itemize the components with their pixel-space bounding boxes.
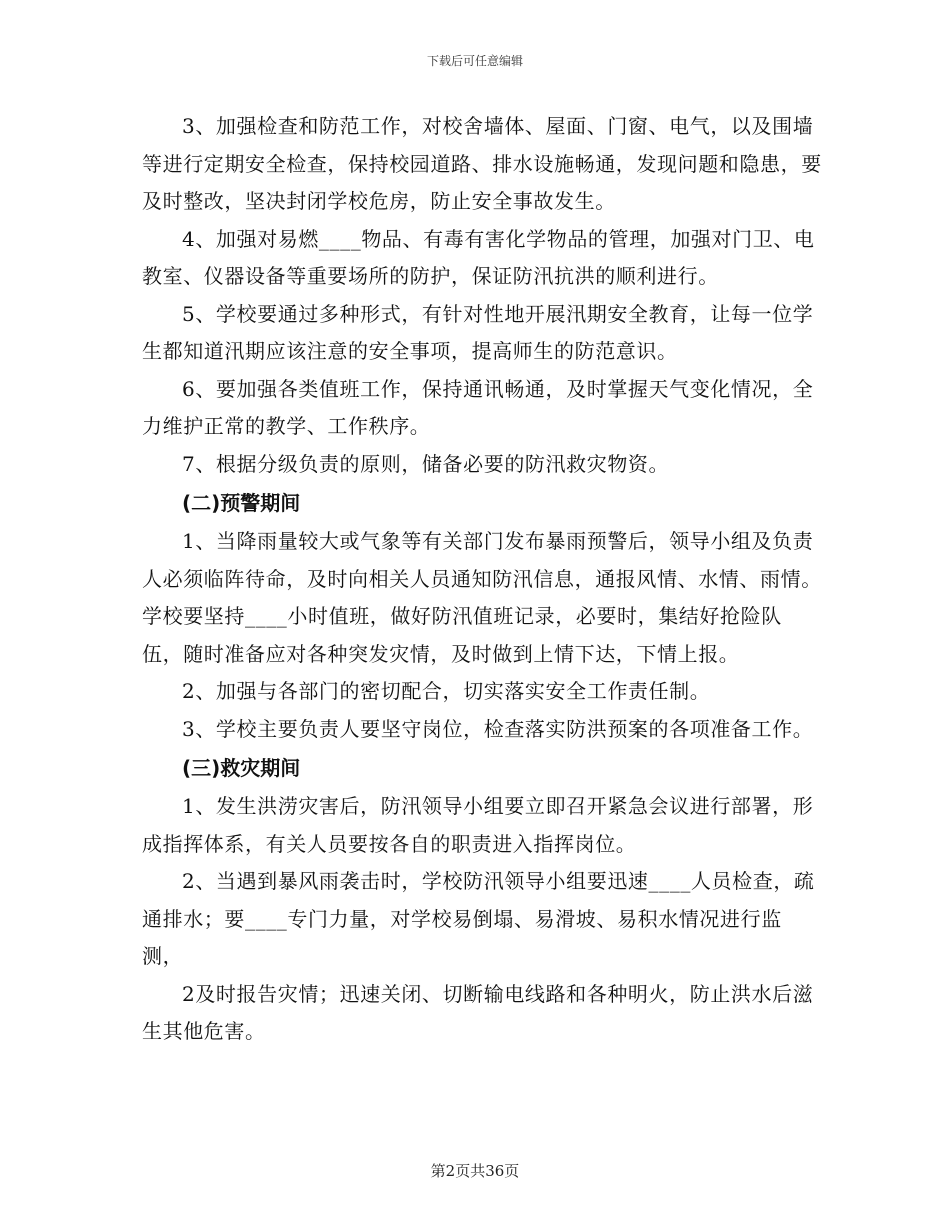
- paragraph-duty-work: 6、要加强各类值班工作，保持通讯畅通，及时掌握天气变化情况，全力维护正常的教学、工作秩序。: [142, 376, 814, 438]
- paragraph-cooperation: 2、加强与各部门的密切配合，切实落实安全工作责任制。: [182, 679, 711, 703]
- page-header-note: 下载后可任意编辑: [426, 54, 523, 68]
- paragraph-rain-warning: 1、当降雨量较大或气象等有关部门发布暴雨预警后，领导小组及负责人必须临阵待命，及时向相关人员通知防汛信息，通报风情、水情、雨情。学校要坚持____小时值班，做好防汛值班记录，必要时，集结好抢险队伍，随时准备应对各种突发灾情，及时做到上情下达，下情上报。: [142, 529, 822, 666]
- paragraph-safety-education: 5、学校要通过多种形式，有针对性地开展汛期安全教育，让每一位学生都知道汛期应该注意的安全事项，提高师生的防范意识。: [142, 301, 814, 363]
- paragraph-inspection: 3、加强检查和防范工作，对校舍墙体、屋面、门窗、电气，以及围墙等进行定期安全检查，保持校园道路、排水设施畅通，发现问题和隐患，要及时整改，坚决封闭学校危房，防止安全事故发生。: [142, 114, 822, 213]
- paragraph-storm-response: 2、当遇到暴风雨袭击时，学校防汛领导小组要迅速____人员检查，疏通排水；要____专门力量，对学校易倒塌、易滑坡、易积水情况进行监测，: [142, 869, 815, 968]
- paragraph-principal-duty: 3、学校主要负责人要坚守岗位，检查落实防洪预案的各项准备工作。: [182, 716, 814, 741]
- paragraph-emergency-meeting: 1、发生洪涝灾害后，防汛领导小组要立即召开紧急会议进行部署，形成指挥体系，有关人员要按各自的职责进入指挥岗位。: [142, 794, 814, 856]
- section-heading-relief-period: (三)救灾期间: [182, 756, 301, 780]
- document-body: [142, 108, 822, 1051]
- section-heading-warning-period: (二)预警期间: [182, 491, 301, 515]
- paragraph-report-disaster: 2及时报告灾情；迅速关闭、切断输电线路和各种明火，防止洪水后滋生其他危害。: [142, 981, 814, 1043]
- paragraph-reserve-supplies: 7、根据分级负责的原则，储备必要的防汛救灾物资。: [182, 451, 670, 476]
- page-number: 第2页共36页: [430, 1162, 520, 1180]
- paragraph-hazardous-materials: 4、加强对易燃____物品、有毒有害化学物品的管理，加强对门卫、电教室、仪器设备等重要场所的防护，保证防汛抗洪的顺利进行。: [142, 226, 815, 288]
